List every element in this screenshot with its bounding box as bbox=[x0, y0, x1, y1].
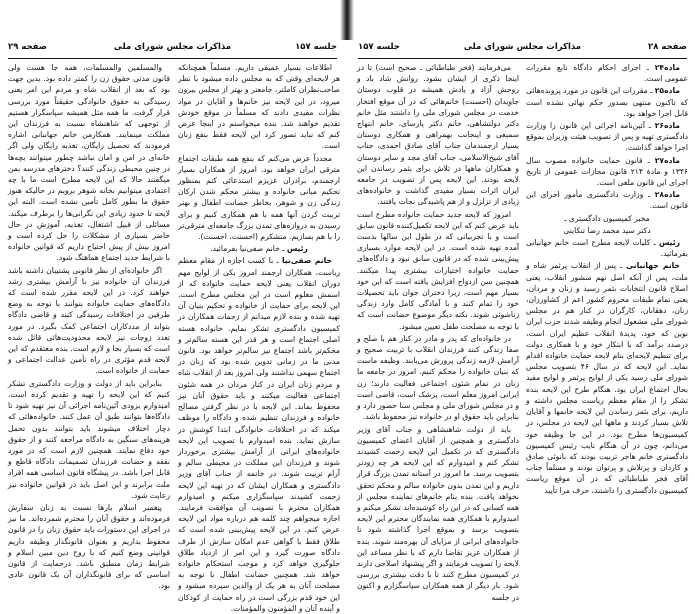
paragraph bbox=[178, 62, 340, 152]
page-header bbox=[358, 42, 687, 56]
page-number: صفحه ۲۸ bbox=[648, 42, 687, 52]
paragraph bbox=[526, 62, 688, 84]
paragraph bbox=[8, 502, 170, 592]
paragraph-text: ـ قانون حمایت خانواده مصوب سال ۱۳۴۶ و مادهٔ ۲۱۴ قانون مجازات عمومی از تاریخ اجرای این قانون ملغی است. bbox=[526, 155, 688, 188]
speaker-label: ماده۲۶ bbox=[654, 121, 680, 131]
paragraph bbox=[526, 85, 688, 119]
page-number: صفحه ۲۹ bbox=[8, 42, 47, 52]
speaker-label: ماده۲۷ bbox=[654, 155, 680, 165]
paragraph-text: ـ آئین‌نامه اجرائی این قانون را وزارت دادگستری تهیه و پس از تصویب هیئت وزیران بموقع اجرا خواهد گذاشت. bbox=[526, 121, 688, 153]
paragraph bbox=[357, 333, 519, 423]
paragraph bbox=[357, 62, 519, 208]
paragraph bbox=[526, 237, 688, 259]
speaker-label: خانم صفی‌نیا bbox=[282, 256, 332, 266]
paragraph-text: اطلاعات بسیار عمیقی داریم. مسلماً همچنانکه هر لایحه‌ای وقتی که به مجلس داده میشود با نظر صاحب‌نظران کاملتر، جامعتر و بهتر از مجلس بیرون میرود، در این لایحه نیز خانم‌ها و آقایان در مواد نظرات مفیدی دادند که مسلماً در موقع خودش تقدیم خواهند شد. بنده میخواستم در اینجا عرض کنم که نباید تصور کرد این لایحه فقط بنفع زنان است. bbox=[178, 63, 340, 151]
paragraph bbox=[8, 265, 170, 377]
text-column-left bbox=[8, 62, 170, 594]
paragraph bbox=[526, 213, 688, 224]
paragraph-text: بنابراین باید از دولت و وزارت دادگستری تشکر کنیم که این لایحه را تهیه و تقدیم کرده است. امیدوارم بزودی آئین‌نامه اجرائی آن نیز تهیه شود تا دادگاه‌ها بتوانند طبق آن عمل کنند. خانواده‌هائی که دچار اختلاف میشوند باید بتوانند بدون تحمل هزینه‌های سنگین به دادگاه مراجعه کنند و از حقوق خود دفاع نمایند. همچنین لازم است که در مورد نفقه و حضانت فرزندان تصمیمات دادگاه قاطع و قابل اجرا باشد. در پیشگاه قانون اساسی همه افراد ملت برابرند و این اصل باید در قوانین خانواده نیز رعایت شود. bbox=[8, 378, 170, 500]
paragraph bbox=[8, 378, 170, 501]
paragraph-text: امروز که لایحه جدید حمایت خانواده مطرح است باید عرض کنم که این لایحه تکمیل‌کننده قانون سابق است و با تجربیاتی که در طول این سالها بدست آمده تهیه شده است. در این لایحه موارد بسیاری پیش‌بینی شده که در قانون سابق نبود و دادگاه‌های حمایت خانواده اختیارات بیشتری پیدا میکنند. همچنین سن ازدواج افزایش یافته است که این خود بسیار مهم است، زیرا دختران جوان باید تحصیلات خود را تمام کنند و با آمادگی کامل وارد زندگی زناشوئی شوند. نکته دیگر موضوع حضانت است که با توجه به مصلحت طفل تعیین میشود. bbox=[357, 209, 519, 331]
header-rule bbox=[8, 58, 337, 59]
paragraph-text: ـ اجرای احکام دادگاه تابع مقررات عمومی است. bbox=[526, 63, 688, 84]
speaker-label: ماده۲۴ bbox=[654, 63, 680, 72]
paragraph bbox=[526, 155, 688, 189]
paragraph bbox=[526, 225, 688, 236]
speaker-label: خانم جهانبانی bbox=[626, 261, 680, 271]
paragraph bbox=[357, 424, 519, 603]
page-header bbox=[8, 42, 337, 56]
speaker-label: رئیس bbox=[286, 244, 308, 254]
paragraph-text: باید از دولت شاهنشاهی و جناب آقای وزیر دادگستری و همچنین از آقایان اعضای کمیسیون دادگستری که در تکمیل این لایحه زحمت کشیدند تشکر کنم و امیدوارم که این لایحه هر چه زودتر بتصویب برسد. ما امروز در آستانه تمدن بزرگ قرار داریم و این تمدن بدون خانواده سالم و محکم تحقق نخواهد یافت. بنده بنام خانم‌های نماینده مجلس از همه کسانی که در این راه کوشیده‌اند تشکر میکنم و امیدوارم با همکاری همه نمایندگان محترم این لایحه بتصویب برسد و بموقع اجرا گذاشته شود تا خانواده‌های ایرانی از مزایای آن بهره‌مند شوند. بنده از همکاران عزیز تقاضا دارم که با نظر مساعد این لایحه را تصویب فرمایند و اگر پیشنهاد اصلاحی دارند در کمیسیون مطرح کنند تا با دقت بیشتری بررسی شود. بار دیگر از همه همکاران سپاسگزارم و اکنون در جلسه bbox=[357, 424, 519, 602]
paragraph-text: ـ خانم صفی‌نیا بفرمائید. bbox=[210, 244, 287, 254]
speaker-label: ماده۲۵ bbox=[654, 86, 680, 96]
paragraph-text: ـ با کسب اجازه از مقام معظم ریاست، همکاران ارجمند امروز یکی از لوایح مهم دوران انقلاب یعنی لایحه حمایت خانواده که از اسمش معلوم است در این مجلس مطرح است. این لایحه برای حمایت از خانواده و تحکیم بنیان آن تهیه شده و بنده لازم میدانم از زحمات همکاران در کمیسیون دادگستری تشکر نمایم. خانواده هسته اصلی اجتماع است و هر قدر این هسته سالم‌تر و محکم‌تر باشد اجتماع نیز سالم‌تر خواهد بود. قانون مدنی ما در زمانی تدوین شده بود که زنان در اجتماع سهمی نداشتند ولی امروز بعد از انقلاب شاه و مردم زنان ایران در کنار مردان در همه شئون اجتماعی فعالیت میکنند و باید حقوق آنان نیز محفوظ بماند. این لایحه با در نظر گرفتن مصالح خانواده و فرزندان تنظیم شده و دادگاه را موظف میکند که در اختلافات خانوادگی ابتدا کوشش در سازش نماید. بنده امیدوارم با تصویب این لایحه خانواده‌های ایرانی از آرامش بیشتری برخوردار شوند و فرزندان این مملکت در محیطی سالم و آرام تربیت شوند. در خاتمه از جناب آقای وزیر دادگستری و همکاران ایشان که در تهیه این لایحه زحمت کشیدند سپاسگزاری میکنم و امیدوارم همکاران محترم با تصویب آن موافقت فرمایند. اجازه میخواهم چند کلمه هم درباره مواد این لایحه عرض کنم. در این لایحه پیش‌بینی شده است که طلاق فقط با گواهی عدم امکان سازش از طرف دادگاه صورت گیرد و این امر از ازدیاد طلاق جلوگیری خواهد کرد و موجب استحکام خانواده خواهد شد. همچنین حضانت اطفال با توجه به مصلحت آنان به هر یک از والدین سپرده میشود و این خود قدم بزرگی است در راه حمایت از کودکان و آینده آنان و المؤمنون والمؤمنات. bbox=[178, 256, 340, 613]
paragraph-text: ـ وزارت دادگستری مأمور اجرای این قانون است. bbox=[526, 190, 688, 211]
paragraph-text: اگر خانواده‌ای از نظر قانونی پشتیبان داشته باشد فرزندان آن خانواده نیز با آرامش بیشتری رشد خواهند کرد. در این لایحه مقرر شده است که دادگاه‌های حمایت خانواده بتوانند با توجه به وضع طرفین در اختلافات رسیدگی کنند و قاضی دادگاه بتواند از مددکاران اجتماعی کمک بگیرد. در مورد تعدد زوجات نیز لایحه محدودیت‌هائی قائل شده است که بسیار بجا و لازم است. بنده معتقدم که این لایحه قدم مؤثری در راه تأمین عدالت اجتماعی و حمایت از خانواده است. bbox=[8, 265, 170, 376]
paragraph-text: مجدداً عرض می‌کنم که بنفع همه طبقات اجتماع مترقی ایران خواهد بود. امروز از همکاران بسیار ارجمندم، برادران عزیزم استدعائی کنم بمنظور تحکیم مبانی خانواده و بیشتر محکم شدن ارکان زندگی زن و شوهر، بخاطر حضانت اطفال و بهتر تربیت کردن آنها همه با هم همکاری کنیم و برای رسیدن به دروازه‌های تمدن بزرگ جامعه‌ای مترقی‌تر را با هم بسازیم. متشکرم (احسنت، احسنت). bbox=[178, 153, 340, 242]
paragraph-text: ـ مقررات این قانون در مورد پرونده‌هائی که تاکنون منتهی بصدور حکم نهائی نشده است قابل اجرا خواهد بود. bbox=[526, 86, 688, 118]
paragraph-text: ـ کلیات لایحه مطرح است خانم جهانبانی بفرمائید. bbox=[526, 238, 688, 259]
paragraph bbox=[526, 120, 688, 154]
paragraph-text: ـ پس از انقلاب پرثمر شاه و ملت، پس از آنکه اصل نهم منشور انقلاب، یعنی اصلاح قانون انتخابات بثمر رسید و زنان و مردان، یعنی تمام طبقات محروم کشور اعم از کشاورزان، زنان، دهقانان، کارگران در کنار هم در مجلس شورای ملی مشغول انجام وظیفه شدند حزب ایران نوین که خود، پدیدهٔ انقلاب عظیم ایران است، درصدد برآمد که با ابتکار خود و با همکاری دولت برای تنظیم لایحه‌ای بنام لایحه حمایت خانواده اقدام نماید. این لایحه که در سال ۴۶ بتصویب مجلس شورای ملی رسید یکی از لوایح پرثمر و لوایح مفید بحال اجتماع ایران بود. هنگام طرح این لایحه بنده تشکر را از مقام معظم ریاست مجلس داشته و داریم، برای بثمر رساندن این لایحه خانمها و آقایان تلاش بسیار کردند و ماهها این لایحه در مجلس، در کمیسیون‌ها مطرح بود. در این جا وظیفه خود می‌دانم، چون در آن هنگام نایب رئیس کمیسیون دادگستری خانم هاجر تربیت بودند که بانوئی صادق و کاردان و پرتلاش و پرتوان بودند و مسلماً جناب آقای فخر طباطبائی که در آن موقع ریاست کمیسیون دادگستری را داشتند، حرف مرا تأیید bbox=[526, 261, 688, 495]
paragraph bbox=[526, 189, 688, 211]
paragraph-text: والمسلمین والمسلمات، همه جا هست ولی قانون مدنی حقوق زن را کمتر داده بود. بدین جهت بود که بعد از انقلاب شاه و مردم این امر یعنی رسیدگی به حقوق خانوادگی حقیقتاً مورد بررسی قرار گرفت. ما همه مثل همیشه سپاسگزار هستیم از توجهی که شاهنشاه نسبت به فرزندان این مملکت مینمایند. همکارمن خانم جهانبانی اشاره فرمودند که تحصیل رایگان، تغذیه رایگان ولی اگر خانه‌ای در امن و امان نباشد چطور میتوانند بچه‌ها در چنین محیطی زندگی کنند؟ دخترهای مدرسه بمن میگفتند حالا که این لایحه مطرح است ما با چه اعتمادی میتوانیم بخانه شوهر برویم در حالیکه هنوز حقوق ما بطور کامل تأمین نشده است. البته این لایحه تا حدود زیادی این نگرانی‌ها را برطرف میکند. مسائلی از قبیل اشتغال، تغذیه، آموزش در حال حاضر بسیاری از مشکلات را حل کرده است و امروز بیش از پیش احتیاج داریم که قوانین خانواده با شرایط جدید اجتماع هماهنگ شود. bbox=[8, 63, 170, 263]
header-rule bbox=[358, 58, 687, 59]
paragraph bbox=[526, 260, 688, 495]
paragraph bbox=[357, 209, 519, 332]
text-column-right bbox=[526, 62, 688, 532]
speaker-label: رئیس bbox=[658, 238, 680, 248]
left-page bbox=[0, 0, 345, 613]
text-column-left bbox=[357, 62, 519, 602]
running-title: مذاکرات مجلس شورای ملی bbox=[463, 42, 582, 52]
paragraph-text: می‌فرمایند (فخر طباطبائی ـ صحیح است) تا در اینجا ذکری از ایشان بشود. روانش شاد باد و روحش آزاد و یادش همیشه در قلوب دوستان جاویدان (احسنت) خانم‌هائی که در آن موقع افتخار خدمت در مجلس شورای ملی را داشتند مثل خانم دکتر دولتشاهی، خانم دکتر پارسای، خانم ابتهاج سمیعی و اینجانب بهمراهی و همکاری دوستان بسیار ارجمندمان جناب آقای صادق احمدی، جناب آقای شیخ‌الاسلامی، جناب آقای مجد و سایر دوستان و همکاران ماهها در تلاش برای بثمر رساندن این لایحه بودند. این لایحه پس از تصویب در جامعه ایران اثرات بسیار مفیدی گذاشت و خانواده‌های زیادی از تزلزل و از هم پاشیدگی نجات یافتند. bbox=[357, 63, 519, 207]
paragraph bbox=[8, 62, 170, 264]
paragraph-text: پیغمبر اسلام بارها نسبت به زنان سفارش فرموده‌اند و حقوق آنان را محترم شمرده‌اند. ما نیز در اجرای این دستورات باید حقوق زنان را در قانون محفوظ بداریم و بعنوان قانونگذار وظیفه داریم قوانینی وضع کنیم که با روح دین مبین اسلام و شرایط زمان منطبق باشد. درحمایت از قانون اساسی که برای قانونگذاران آن بک قانون عادی بود. bbox=[8, 502, 170, 591]
paragraph-text: مخبر کمیسیون دادگستری ـ bbox=[564, 213, 650, 223]
right-page bbox=[350, 0, 695, 600]
paragraph-text: در خانواده‌ای که پدر و مادر در کنار هم با صلح و صفا زندگی کنند فرزندان انقلاب با تربیت صحیح و آرامش لازمه زندگی پرورش می‌یابند. وظیفه ماست که بنیان خانواده را محکم کنیم. امروز در جامعه ما زنان در تمام شئون اجتماعی فعالیت دارند؛ زن ایرانی امروز معلم است، پزشک است، قاضی است و در مجلس شورای ملی و مجلس سنا حضور دارد و بنابراین باید حقوق او در خانواده نیز محفوظ باشد. bbox=[357, 333, 519, 422]
paragraph-text: دکتر سید محمد رضا تنکابنی bbox=[563, 225, 651, 235]
speaker-label: ماده۲۸ bbox=[654, 190, 680, 200]
paragraph bbox=[178, 255, 340, 614]
text-column-right bbox=[178, 62, 340, 613]
running-title: مذاکرات مجلس شورای ملی bbox=[113, 42, 232, 52]
session-number: جلسه ۱۵۷ bbox=[358, 42, 400, 52]
paragraph bbox=[178, 153, 340, 243]
paragraph bbox=[178, 243, 340, 254]
session-number: جلسه ۱۵۷ bbox=[295, 42, 337, 52]
